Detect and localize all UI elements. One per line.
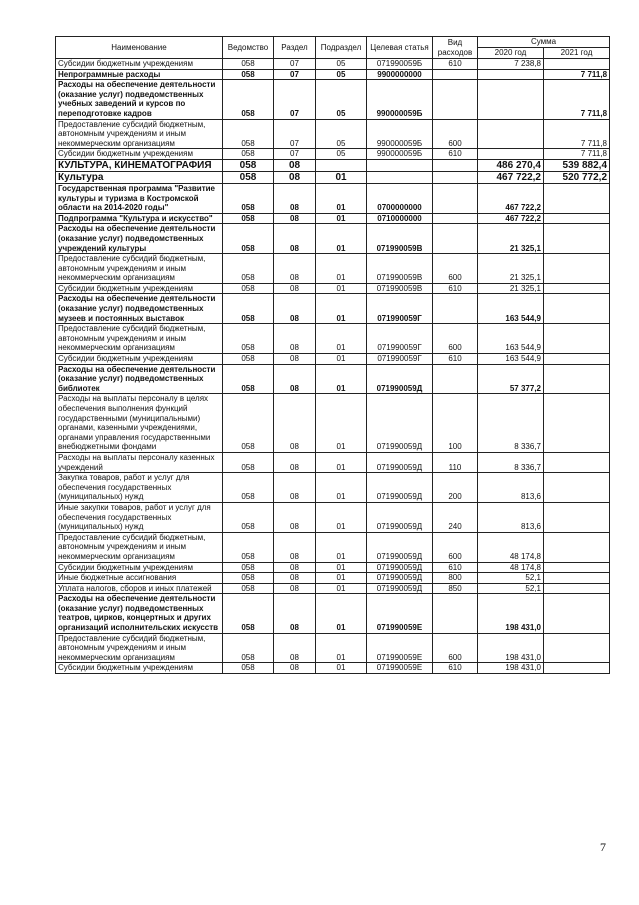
cell-2020: [478, 69, 544, 80]
cell-2020: 57 377,2: [478, 364, 544, 394]
cell-2021: 520 772,2: [544, 171, 610, 183]
cell-2020: 21 325,1: [478, 283, 544, 294]
cell-2020: 48 174,8: [478, 562, 544, 573]
cell-target: 071990059Г: [367, 324, 433, 354]
cell-dept: 058: [223, 502, 274, 532]
cell-2020: 21 325,1: [478, 254, 544, 284]
cell-kind: 100: [433, 394, 478, 453]
budget-table: [55, 36, 610, 674]
cell-section: 08: [274, 633, 316, 663]
cell-section: 08: [274, 324, 316, 354]
cell-2020: 163 544,9: [478, 324, 544, 354]
cell-dept: 058: [223, 283, 274, 294]
cell-target: 9900000000: [367, 69, 433, 80]
cell-section: 08: [274, 294, 316, 324]
cell-2020: 467 722,2: [478, 171, 544, 183]
cell-name: Расходы на обеспечение деятельности (оказание услуг) подведомственных учебных заведений и курсов по переподготовке кадров: [56, 80, 223, 119]
cell-kind: 610: [433, 283, 478, 294]
cell-dept: 058: [223, 473, 274, 503]
cell-kind: 600: [433, 254, 478, 284]
cell-target: 990000059Б: [367, 80, 433, 119]
cell-subsection: 01: [316, 213, 367, 224]
cell-subsection: 01: [316, 364, 367, 394]
cell-dept: 058: [223, 213, 274, 224]
cell-dept: 058: [223, 159, 274, 171]
cell-subsection: 01: [316, 254, 367, 284]
cell-name: Иные закупки товаров, работ и услуг для обеспечения государственных (муниципальных) нужд: [56, 502, 223, 532]
cell-2020: 813,6: [478, 502, 544, 532]
cell-2020: 21 325,1: [478, 224, 544, 254]
cell-name: Подпрограмма "Культура и искусство": [56, 213, 223, 224]
cell-name: Предоставление субсидий бюджетным, автономным учреждениям и иным некоммерческим организациям: [56, 119, 223, 149]
table-row: [56, 532, 610, 562]
cell-subsection: 01: [316, 452, 367, 472]
cell-2021: [544, 364, 610, 394]
table-row: [56, 452, 610, 472]
cell-dept: 058: [223, 324, 274, 354]
table-row: [56, 80, 610, 119]
cell-target: [367, 159, 433, 171]
cell-dept: 058: [223, 452, 274, 472]
cell-target: [367, 171, 433, 183]
cell-2021: 7 711,8: [544, 149, 610, 160]
cell-name: Предоставление субсидий бюджетным, автономным учреждениям и иным некоммерческим организациям: [56, 633, 223, 663]
cell-kind: [433, 594, 478, 633]
cell-name: КУЛЬТУРА, КИНЕМАТОГРАФИЯ: [56, 159, 223, 171]
table-row: [56, 562, 610, 573]
cell-kind: [433, 224, 478, 254]
cell-dept: 058: [223, 224, 274, 254]
cell-name: Субсидии бюджетным учреждениям: [56, 59, 223, 70]
cell-dept: 058: [223, 59, 274, 70]
cell-subsection: 05: [316, 80, 367, 119]
col-name-header: Наименование: [56, 37, 223, 59]
cell-2020: 467 722,2: [478, 183, 544, 213]
table-row: [56, 171, 610, 183]
cell-subsection: 01: [316, 583, 367, 594]
cell-kind: [433, 171, 478, 183]
cell-kind: 600: [433, 324, 478, 354]
cell-kind: 240: [433, 502, 478, 532]
cell-subsection: 01: [316, 532, 367, 562]
cell-2020: [478, 149, 544, 160]
cell-section: 08: [274, 532, 316, 562]
cell-2021: [544, 633, 610, 663]
cell-kind: [433, 69, 478, 80]
cell-subsection: 01: [316, 573, 367, 584]
cell-target: 071990059Д: [367, 562, 433, 573]
cell-2021: 7 711,8: [544, 69, 610, 80]
table-body: [56, 59, 610, 674]
table-row: [56, 149, 610, 160]
cell-subsection: 05: [316, 69, 367, 80]
cell-2020: 8 336,7: [478, 394, 544, 453]
cell-dept: 058: [223, 532, 274, 562]
cell-subsection: 01: [316, 294, 367, 324]
cell-target: 071990059В: [367, 283, 433, 294]
cell-2021: [544, 254, 610, 284]
cell-2020: 467 722,2: [478, 213, 544, 224]
cell-kind: 600: [433, 532, 478, 562]
col-sum-header: Сумма: [478, 37, 610, 48]
cell-2020: 7 238,8: [478, 59, 544, 70]
cell-2020: [478, 80, 544, 119]
cell-kind: 110: [433, 452, 478, 472]
cell-section: 08: [274, 159, 316, 171]
cell-dept: 058: [223, 594, 274, 633]
cell-name: Государственная программа "Развитие культуры и туризма в Костромской области на 2014-2020 годы": [56, 183, 223, 213]
cell-2021: [544, 452, 610, 472]
cell-subsection: 05: [316, 149, 367, 160]
cell-2020: 486 270,4: [478, 159, 544, 171]
cell-target: 0710000000: [367, 213, 433, 224]
cell-dept: 058: [223, 294, 274, 324]
cell-2020: 52,1: [478, 573, 544, 584]
cell-subsection: 05: [316, 59, 367, 70]
cell-dept: 058: [223, 364, 274, 394]
cell-target: 071990059Д: [367, 532, 433, 562]
cell-kind: 610: [433, 59, 478, 70]
cell-2021: [544, 183, 610, 213]
cell-2020: 198 431,0: [478, 663, 544, 674]
cell-target: 071990059Б: [367, 59, 433, 70]
cell-kind: [433, 183, 478, 213]
table-row: [56, 364, 610, 394]
table-row: [56, 213, 610, 224]
cell-section: 08: [274, 213, 316, 224]
cell-dept: 058: [223, 394, 274, 453]
col-2020-header: 2020 год: [478, 48, 544, 59]
cell-dept: 058: [223, 583, 274, 594]
cell-target: 071990059В: [367, 224, 433, 254]
cell-target: 071990059Д: [367, 452, 433, 472]
table-row: [56, 573, 610, 584]
cell-section: 08: [274, 583, 316, 594]
cell-kind: [433, 294, 478, 324]
cell-section: 08: [274, 171, 316, 183]
cell-dept: 058: [223, 80, 274, 119]
cell-2021: [544, 224, 610, 254]
cell-name: Расходы на обеспечение деятельности (оказание услуг) подведомственных музеев и постоянных выставок: [56, 294, 223, 324]
cell-2020: 198 431,0: [478, 594, 544, 633]
cell-section: 07: [274, 69, 316, 80]
cell-dept: 058: [223, 573, 274, 584]
cell-name: Расходы на выплаты персоналу казенных учреждений: [56, 452, 223, 472]
table-row: [56, 119, 610, 149]
cell-2020: 52,1: [478, 583, 544, 594]
col-section-header: Раздел: [274, 37, 316, 59]
cell-kind: 610: [433, 663, 478, 674]
table-row: [56, 224, 610, 254]
cell-section: 08: [274, 283, 316, 294]
cell-subsection: 01: [316, 171, 367, 183]
table-row: [56, 283, 610, 294]
cell-name: Расходы на обеспечение деятельности (оказание услуг) подведомственных театров, цирков, концертных и других организаций исполнительских искусств: [56, 594, 223, 633]
cell-kind: 610: [433, 354, 478, 365]
cell-section: 08: [274, 254, 316, 284]
cell-2021: [544, 213, 610, 224]
cell-name: Субсидии бюджетным учреждениям: [56, 283, 223, 294]
col-2021-header: 2021 год: [544, 48, 610, 59]
cell-kind: 610: [433, 562, 478, 573]
cell-name: Субсидии бюджетным учреждениям: [56, 562, 223, 573]
cell-name: Расходы на выплаты персоналу в целях обеспечения выполнения функций государственными (муниципальными) органами, казенными учреждениями, органами управления государственными внебюджетными фондами: [56, 394, 223, 453]
cell-kind: [433, 80, 478, 119]
cell-target: 071990059В: [367, 254, 433, 284]
cell-dept: 058: [223, 633, 274, 663]
page-number: 7: [600, 840, 606, 854]
cell-2021: [544, 532, 610, 562]
cell-subsection: 01: [316, 354, 367, 365]
cell-subsection: 01: [316, 562, 367, 573]
cell-2021: [544, 59, 610, 70]
cell-dept: 058: [223, 171, 274, 183]
cell-target: 071990059Д: [367, 583, 433, 594]
cell-target: 071990059Д: [367, 473, 433, 503]
table-row: [56, 502, 610, 532]
cell-name: Субсидии бюджетным учреждениям: [56, 354, 223, 365]
cell-2021: [544, 394, 610, 453]
cell-target: 071990059Д: [367, 394, 433, 453]
cell-2021: [544, 283, 610, 294]
cell-subsection: 01: [316, 324, 367, 354]
cell-2021: [544, 324, 610, 354]
cell-subsection: 05: [316, 119, 367, 149]
cell-dept: 058: [223, 663, 274, 674]
table-row: [56, 59, 610, 70]
col-dept-header: Ведомство: [223, 37, 274, 59]
cell-subsection: 01: [316, 224, 367, 254]
cell-subsection: 01: [316, 594, 367, 633]
cell-dept: 058: [223, 183, 274, 213]
cell-section: 08: [274, 502, 316, 532]
cell-name: Культура: [56, 171, 223, 183]
cell-2021: [544, 354, 610, 365]
cell-2021: [544, 502, 610, 532]
cell-name: Предоставление субсидий бюджетным, автономным учреждениям и иным некоммерческим организациям: [56, 532, 223, 562]
cell-2020: [478, 119, 544, 149]
cell-subsection: 01: [316, 394, 367, 453]
cell-name: Расходы на обеспечение деятельности (оказание услуг) подведомственных библиотек: [56, 364, 223, 394]
cell-2021: 7 711,8: [544, 80, 610, 119]
cell-target: 071990059Е: [367, 633, 433, 663]
cell-2021: [544, 583, 610, 594]
cell-target: 071990059Г: [367, 294, 433, 324]
cell-section: 07: [274, 80, 316, 119]
cell-2021: [544, 562, 610, 573]
table-row: [56, 633, 610, 663]
cell-2020: 198 431,0: [478, 633, 544, 663]
cell-target: 071990059Е: [367, 594, 433, 633]
cell-kind: 600: [433, 633, 478, 663]
cell-section: 08: [274, 224, 316, 254]
cell-dept: 058: [223, 149, 274, 160]
cell-2020: 163 544,9: [478, 354, 544, 365]
table-row: [56, 663, 610, 674]
cell-2020: 8 336,7: [478, 452, 544, 472]
cell-name: Уплата налогов, сборов и иных платежей: [56, 583, 223, 594]
cell-kind: 600: [433, 119, 478, 149]
cell-target: 071990059Д: [367, 573, 433, 584]
table-row: [56, 324, 610, 354]
cell-2021: [544, 663, 610, 674]
cell-subsection: 01: [316, 502, 367, 532]
cell-name: Непрограммные расходы: [56, 69, 223, 80]
table-row: [56, 183, 610, 213]
cell-dept: 058: [223, 119, 274, 149]
cell-2020: 48 174,8: [478, 532, 544, 562]
cell-target: 071990059Е: [367, 663, 433, 674]
cell-kind: [433, 159, 478, 171]
cell-target: 071990059Д: [367, 364, 433, 394]
cell-subsection: 01: [316, 633, 367, 663]
cell-2021: [544, 573, 610, 584]
cell-target: 990000059Б: [367, 149, 433, 160]
table-row: [56, 69, 610, 80]
cell-section: 07: [274, 119, 316, 149]
col-subsection-header: Подраздел: [316, 37, 367, 59]
cell-name: Субсидии бюджетным учреждениям: [56, 663, 223, 674]
table-row: [56, 473, 610, 503]
table-row: [56, 594, 610, 633]
cell-2021: 539 882,4: [544, 159, 610, 171]
col-target-header: Целевая статья: [367, 37, 433, 59]
cell-section: 08: [274, 354, 316, 365]
cell-2021: [544, 294, 610, 324]
table-row: [56, 394, 610, 453]
cell-section: 08: [274, 562, 316, 573]
cell-subsection: 01: [316, 283, 367, 294]
cell-2021: [544, 473, 610, 503]
cell-section: 08: [274, 594, 316, 633]
cell-name: Предоставление субсидий бюджетным, автономным учреждениям и иным некоммерческим организациям: [56, 324, 223, 354]
cell-section: 08: [274, 394, 316, 453]
cell-target: 071990059Г: [367, 354, 433, 365]
cell-section: 07: [274, 149, 316, 160]
cell-2021: 7 711,8: [544, 119, 610, 149]
cell-subsection: 01: [316, 663, 367, 674]
cell-section: 08: [274, 183, 316, 213]
cell-section: 08: [274, 663, 316, 674]
cell-section: 08: [274, 452, 316, 472]
cell-kind: [433, 213, 478, 224]
cell-kind: 610: [433, 149, 478, 160]
cell-section: 07: [274, 59, 316, 70]
cell-target: 071990059Д: [367, 502, 433, 532]
cell-section: 08: [274, 364, 316, 394]
cell-name: Расходы на обеспечение деятельности (оказание услуг) подведомственных учреждений культуры: [56, 224, 223, 254]
cell-dept: 058: [223, 354, 274, 365]
cell-kind: 200: [433, 473, 478, 503]
cell-subsection: 01: [316, 183, 367, 213]
cell-section: 08: [274, 473, 316, 503]
cell-name: Иные бюджетные ассигнования: [56, 573, 223, 584]
cell-kind: 850: [433, 583, 478, 594]
cell-kind: [433, 364, 478, 394]
cell-name: Предоставление субсидий бюджетным, автономным учреждениям и иным некоммерческим организациям: [56, 254, 223, 284]
cell-2020: 813,6: [478, 473, 544, 503]
table-row: [56, 159, 610, 171]
cell-section: 08: [274, 573, 316, 584]
cell-dept: 058: [223, 562, 274, 573]
cell-name: Субсидии бюджетным учреждениям: [56, 149, 223, 160]
table-row: [56, 254, 610, 284]
col-kind-header: Вид расходов: [433, 37, 478, 59]
cell-target: 990000059Б: [367, 119, 433, 149]
cell-kind: 800: [433, 573, 478, 584]
cell-subsection: 01: [316, 473, 367, 503]
table-row: [56, 354, 610, 365]
table-row: [56, 294, 610, 324]
cell-name: Закупка товаров, работ и услуг для обеспечения государственных (муниципальных) нужд: [56, 473, 223, 503]
cell-target: 0700000000: [367, 183, 433, 213]
cell-dept: 058: [223, 69, 274, 80]
cell-dept: 058: [223, 254, 274, 284]
cell-2020: 163 544,9: [478, 294, 544, 324]
cell-2021: [544, 594, 610, 633]
table-row: [56, 583, 610, 594]
cell-subsection: [316, 159, 367, 171]
